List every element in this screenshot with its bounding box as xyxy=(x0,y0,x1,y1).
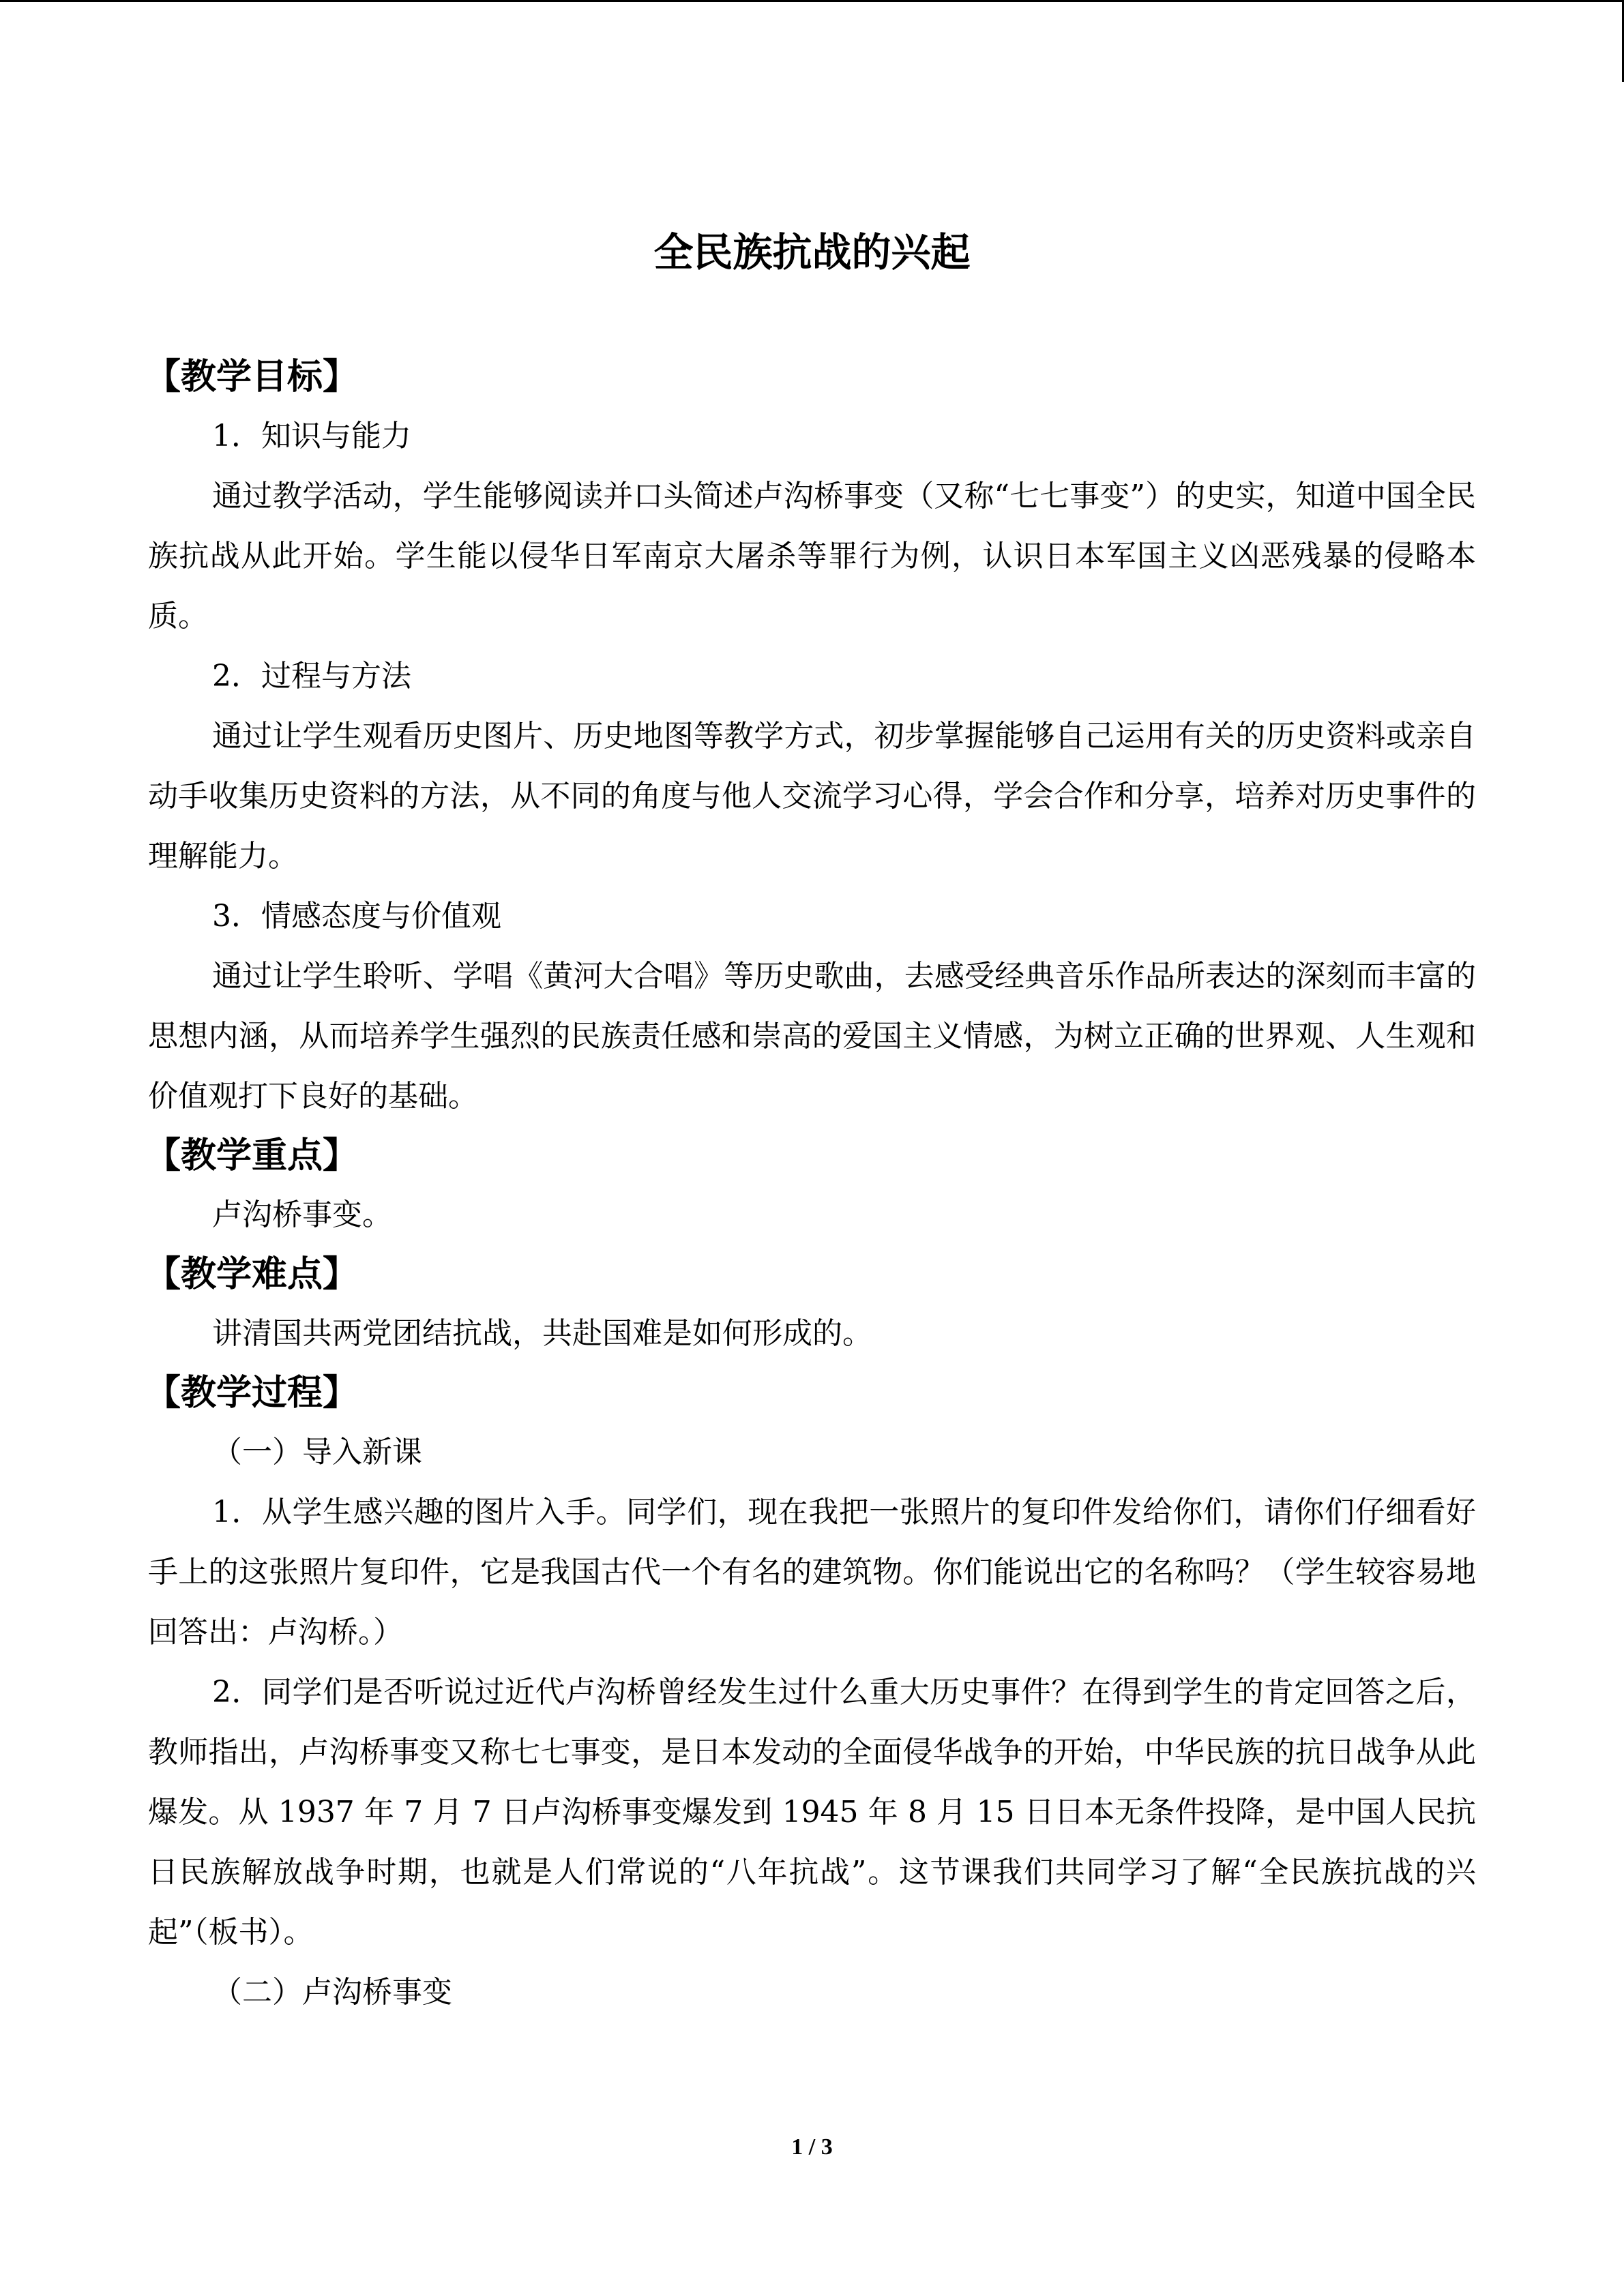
objective-3-label: 3．情感态度与价值观 xyxy=(212,899,501,934)
objective-2-text: 通过让学生观看历史图片、历史地图等教学方式，初步掌握能够自己运用有关的历史资料或亲自动手收集历史资料的方法，从不同的角度与他人交流学习心得，学会合作和分享，培养对历史事件的理解能力。 xyxy=(148,719,1476,874)
process-part-2-label: （二）卢沟桥事变 xyxy=(212,1975,452,2010)
page-number: 1 / 3 xyxy=(791,2134,833,2160)
objective-1-text: 通过教学活动，学生能够阅读并口头简述卢沟桥事变（又称“七七事变”）的史实，知道中国全民族抗战从此开始。学生能以侵华日军南京大屠杀等罪行为例，认识日本军国主义凶恶残暴的侵略本质。 xyxy=(148,479,1476,633)
process-step-1-text: 1．从学生感兴趣的图片入手。同学们，现在我把一张照片的复印件发给你们，请你们仔细看好手上的这张照片复印件，它是我国古代一个有名的建筑物。你们能说出它的名称吗？（学生较容易地回答出：卢沟桥。） xyxy=(148,1495,1476,1650)
heading-difficulties: 【教学难点】 xyxy=(145,1254,359,1295)
objective-1-label: 1．知识与能力 xyxy=(212,419,411,453)
objective-3-text: 通过让学生聆听、学唱《黄河大合唱》等历史歌曲，去感受经典音乐作品所表达的深刻而丰富的思想内涵，从而培养学生强烈的民族责任感和崇高的爱国主义情感，为树立正确的世界观、人生观和价值观打下良好的基础。 xyxy=(148,959,1476,1114)
key-points-text: 卢沟桥事变。 xyxy=(212,1197,392,1232)
heading-key-points: 【教学重点】 xyxy=(145,1135,359,1176)
page-top-rule xyxy=(0,0,1624,2)
objective-2-label: 2．过程与方法 xyxy=(212,659,411,694)
process-part-1-label: （一）导入新课 xyxy=(212,1435,422,1470)
difficulties-text: 讲清国共两党团结抗战，共赴国难是如何形成的。 xyxy=(212,1316,872,1351)
document-body xyxy=(145,215,1476,2023)
heading-process: 【教学过程】 xyxy=(145,1373,359,1414)
heading-objectives: 【教学目标】 xyxy=(145,357,359,398)
document-title: 全民族抗战的兴起 xyxy=(653,229,971,275)
process-step-2-text: 2．同学们是否听说过近代卢沟桥曾经发生过什么重大历史事件？在得到学生的肯定回答之后，教师指出，卢沟桥事变又称七七事变，是日本发动的全面侵华战争的开始，中华民族的抗日战争从此爆发。从 1937 年 7 月 7 日卢沟桥事变爆发到 1945 年 8 月 15 日日本无条件投降，是中国人民抗日民族解放战争时期，也就是人们常说的“八年抗战”。这节课我们共同学习了解“全民族抗战的兴起”（板书）。 xyxy=(148,1675,1476,1950)
